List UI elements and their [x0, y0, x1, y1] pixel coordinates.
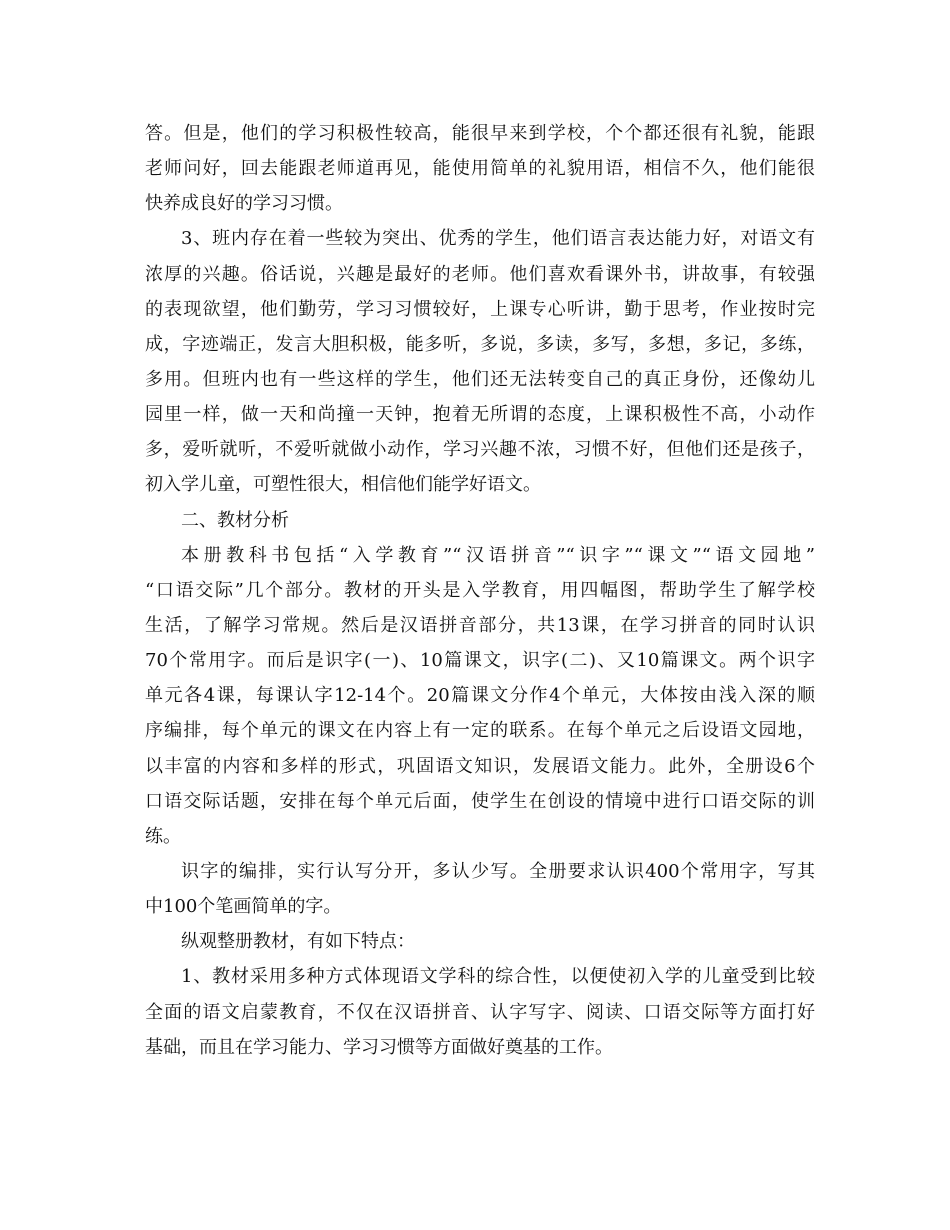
text-line: 的表现欲望，他们勤劳，学习习惯较好，上课专心听讲，勤于思考，作业按时完 — [145, 298, 815, 320]
text-line: 多用。但班内也有一些这样的学生，他们还无法转变自己的真正身份，还像幼儿 — [145, 368, 815, 390]
text-line: 老师问好，回去能跟老师道再见，能使用简单的礼貌用语，相信不久，他们能很 — [145, 158, 815, 180]
text-line: 70个常用字。而后是识字(一)、10篇课文，识字(二)、又10篇课文。两个识字 — [145, 650, 815, 672]
text-line: 多，爱听就听，不爱听就做小动作，学习兴趣不浓，习惯不好，但他们还是孩子， — [145, 439, 815, 461]
text-line: 单元各4课，每课认字12-14个。20篇课文分作4个单元，大体按由浅入深的顺 — [145, 685, 815, 707]
text-line: 3、班内存在着一些较为突出、优秀的学生，他们语言表达能力好，对语文有 — [181, 228, 815, 250]
text-line: 初入学儿童，可塑性很大，相信他们能学好语文。 — [145, 474, 541, 496]
text-line: 浓厚的兴趣。俗话说，兴趣是最好的老师。他们喜欢看课外书，讲故事，有较强 — [145, 263, 815, 285]
text-line: 口语交际话题，安排在每个单元后面，使学生在创设的情境中进行口语交际的训 — [145, 790, 815, 812]
text-line: 本册教科书包括“入学教育”“汉语拼音”“识字”“课文”“语文园地” — [181, 544, 815, 566]
text-line: 全面的语文启蒙教育，不仅在汉语拼音、认字写字、阅读、口语交际等方面打好 — [145, 1001, 815, 1023]
text-line: 基础，而且在学习能力、学习习惯等方面做好奠基的工作。 — [145, 1036, 613, 1058]
text-line: 生活，了解学习常规。然后是汉语拼音部分，共13课，在学习拼音的同时认识 — [145, 614, 815, 636]
text-line: 中100个笔画简单的字。 — [145, 896, 342, 918]
text-line: 1、教材采用多种方式体现语文学科的综合性，以便使初入学的儿童受到比较 — [181, 966, 815, 988]
text-line: 纵观整册教材，有如下特点： — [181, 931, 415, 953]
text-line: 园里一样，做一天和尚撞一天钟，抱着无所谓的态度，上课积极性不高，小动作 — [145, 404, 815, 426]
section-heading: 二、教材分析 — [181, 509, 289, 531]
text-line: 答。但是，他们的学习积极性较高，能很早来到学校，个个都还很有礼貌，能跟 — [145, 123, 815, 144]
text-line: 快养成良好的学习习惯。 — [145, 193, 343, 215]
text-line: 以丰富的内容和多样的形式，巩固语文知识，发展语文能力。此外，全册设6个 — [145, 755, 815, 777]
text-line: 成，字迹端正，发言大胆积极，能多听，多说，多读，多写，多想，多记，多练， — [145, 333, 815, 355]
text-line: 序编排，每个单元的课文在内容上有一定的联系。在每个单元之后设语文园地， — [145, 720, 815, 742]
text-line: 练。 — [145, 825, 181, 847]
document-body — [145, 116, 815, 1065]
text-line: 识字的编排，实行认写分开，多认少写。全册要求认识400个常用字，写其 — [181, 860, 815, 882]
text-line: “口语交际”几个部分。教材的开头是入学教育，用四幅图，帮助学生了解学校 — [145, 579, 815, 601]
